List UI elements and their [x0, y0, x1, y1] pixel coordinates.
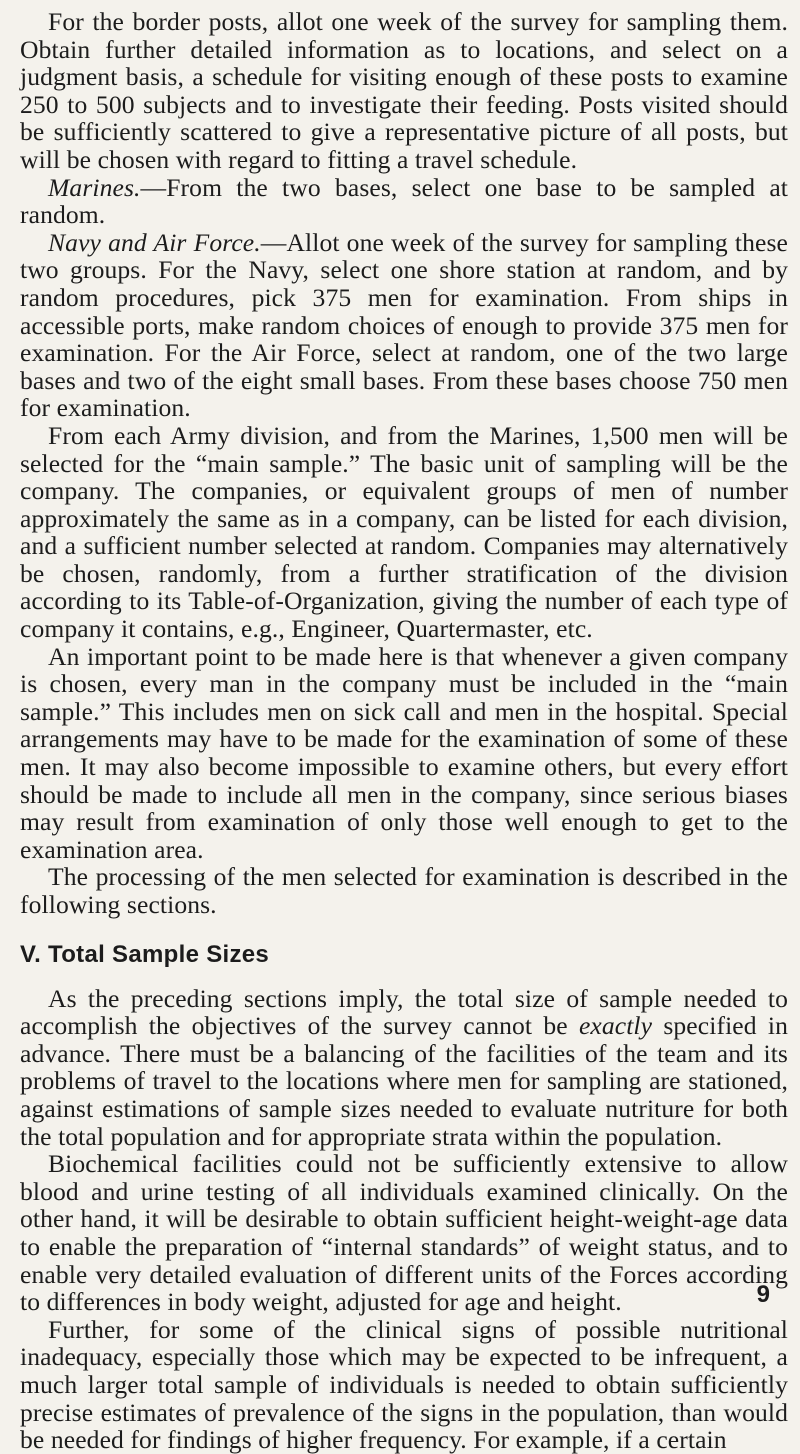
paragraph-text-after: specified in advance. There must be a balancing of the facilities of the team and its problems of travel to the locations where men for sampling are stationed, against estimations of sample sizes needed to evaluate nutriture for both the total population and for appropriate strata within the population. — [20, 1011, 788, 1151]
paragraph-text: For the border posts, allot one week of the survey for sampling them. Obtain further detailed information as to locations, and select on a judgment basis, a schedule for visiting enough of these posts to examine 250 to 500 subjects and to investigate their feeding. Posts visited should be sufficiently scattered to give a representative picture of all posts, but will be chosen with regard to fitting a travel schedule. — [20, 7, 788, 174]
paragraph-sample-sizes — [20, 985, 788, 1151]
paragraph-lead: Marines. — [48, 172, 141, 202]
section-heading: V. Total Sample Sizes — [20, 940, 270, 968]
paragraph-text: Further, for some of the clinical signs of possible nutritional inadequacy, especially those which may be expected to be infrequent, a much larger total sample of individuals is needed to obtain sufficiently precise estimates of prevalence of the signs in the population, than would be needed for findings of higher frequency. For example, if a certain — [20, 1314, 788, 1454]
page-number: 9 — [756, 1281, 770, 1308]
paragraph-further — [20, 1316, 788, 1454]
paragraph-navy-air-force — [20, 229, 788, 422]
paragraph-text: An important point to be made here is that whenever a given company is chosen, every man in the company must be included in the “main sample.” This includes men on sick call and men in the hospital. Special arrangements may have to be made for the examination of some of these men. It may also become impossible to examine others, but every effort should be made to include all men in the company, since serious biases may result from examination of only those well enough to get to the examination area. — [20, 641, 788, 864]
paragraph-lead: Navy and Air Force. — [48, 227, 261, 257]
emphasis-word: exactly — [578, 1011, 653, 1041]
paragraph-marines — [20, 174, 788, 229]
paragraph-text: The processing of the men selected for examination is described in the following sections. — [20, 862, 788, 919]
paragraph-main-sample — [20, 422, 788, 643]
paragraph-important-point — [20, 643, 788, 864]
paragraph-text: —Allot one week of the survey for sampling these two groups. For the Navy, select one shore station at random, and by random procedures, pick 375 men for examination. From ships in accessible ports, make random choices of enough to provide 375 men for examination. For the Air Force, select at random, one of the two large bases and two of the eight small bases. From these bases choose 750 men for examination. — [20, 227, 788, 423]
paragraph-border-posts — [20, 8, 788, 174]
paragraph-biochemical — [20, 1150, 788, 1316]
paragraph-text-before: As the preceding sections imply, the total size of sample needed to accomplish the objectives of the survey cannot be — [20, 983, 788, 1041]
paragraph-processing — [20, 863, 788, 918]
paragraph-text: —From the two bases, select one base to be sampled at random. — [20, 172, 788, 230]
paragraph-text: Biochemical facilities could not be sufficiently extensive to allow blood and urine testing of all individuals examined clinically. On the other hand, it will be desirable to obtain sufficient height-weight-age data to enable the preparation of “internal standards” of weight status, and to enable very detailed evaluation of different units of the Forces according to differences in body weight, adjusted for age and height. — [20, 1149, 788, 1317]
paragraph-text: From each Army division, and from the Marines, 1,500 men will be selected for the “main sample.” The basic unit of sampling will be the company. The companies, or equivalent groups of men of number approximately the same as in a company, can be listed for each division, and a sufficient number selected at random. Companies may alternatively be chosen, randomly, from a further stratification of the division according to its Table-of-Organization, giving the number of each type of company it contains, e.g., Engineer, Quartermaster, etc. — [20, 420, 788, 644]
